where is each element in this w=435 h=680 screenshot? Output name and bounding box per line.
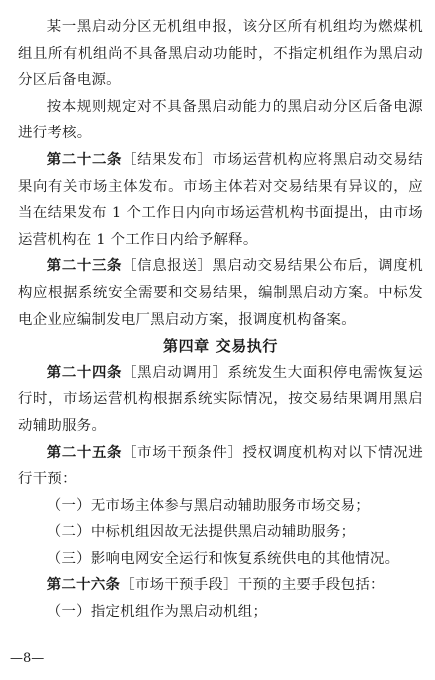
article-22-heading: 第二十二条 [46, 150, 123, 168]
paragraph-assessment-rule: 按本规则规定对不具备黑启动能力的黑启动分区后备电源进行考核。 [18, 98, 423, 142]
article-23-text: ［信息报送］黑启动交易结果公布后，调度机构应根据系统安全需要和交易结果，编制黑启动方案。中标发电企业应编制发电厂黑启动方案，报调度机构备案。 [18, 258, 423, 328]
article-24-text: ［黑启动调用］系统发生大面积停电需恢复运行时，市场运营机构根据系统实际情况，按交易结果调用黑启动辅助服务。 [18, 364, 423, 434]
article-22-text: ［结果发布］市场运营机构应将黑启动交易结果向有关市场主体发布。市场主体若对交易结果有异议的，应当在结果发布 1 个工作日内向市场运营机构书面提出，由市场运营机构在 1 个工作日内给予解释。 [18, 151, 423, 248]
article-25 [18, 440, 423, 493]
page-number: —8— [10, 651, 45, 666]
article-23-heading: 第二十三条 [46, 257, 123, 275]
chapter-title: 第四章 交易执行 [162, 337, 279, 356]
paragraph-backup-power-rule: 某一黑启动分区无机组申报，该分区所有机组均为燃煤机组且所有机组尚不具备黑启动功能时，不指定机组作为黑启动分区后备电源。 [18, 19, 423, 89]
article-26-heading: 第二十六条 [46, 576, 121, 594]
article-22 [18, 147, 423, 253]
article-26-text: ［市场干预手段］干预的主要手段包括： [120, 577, 385, 594]
article-24-heading: 第二十四条 [46, 363, 123, 381]
article-24 [18, 360, 423, 440]
article-25-item-2: （二）中标机组因故无法提供黑启动辅助服务； [46, 524, 356, 541]
article-25-item-1: （一）无市场主体参与黑启动辅助服务市场交易； [46, 497, 370, 514]
document-page [18, 14, 423, 626]
article-26-item-1: （一）指定机组作为黑启动机组； [46, 604, 268, 621]
article-26 [18, 572, 423, 599]
article-25-item-3: （三）影响电网安全运行和恢复系统供电的其他情况。 [46, 550, 400, 567]
article-25-heading: 第二十五条 [46, 443, 123, 461]
article-23 [18, 253, 423, 333]
article-25-text: ［市场干预条件］授权调度机构对以下情况进行干预： [18, 444, 423, 488]
